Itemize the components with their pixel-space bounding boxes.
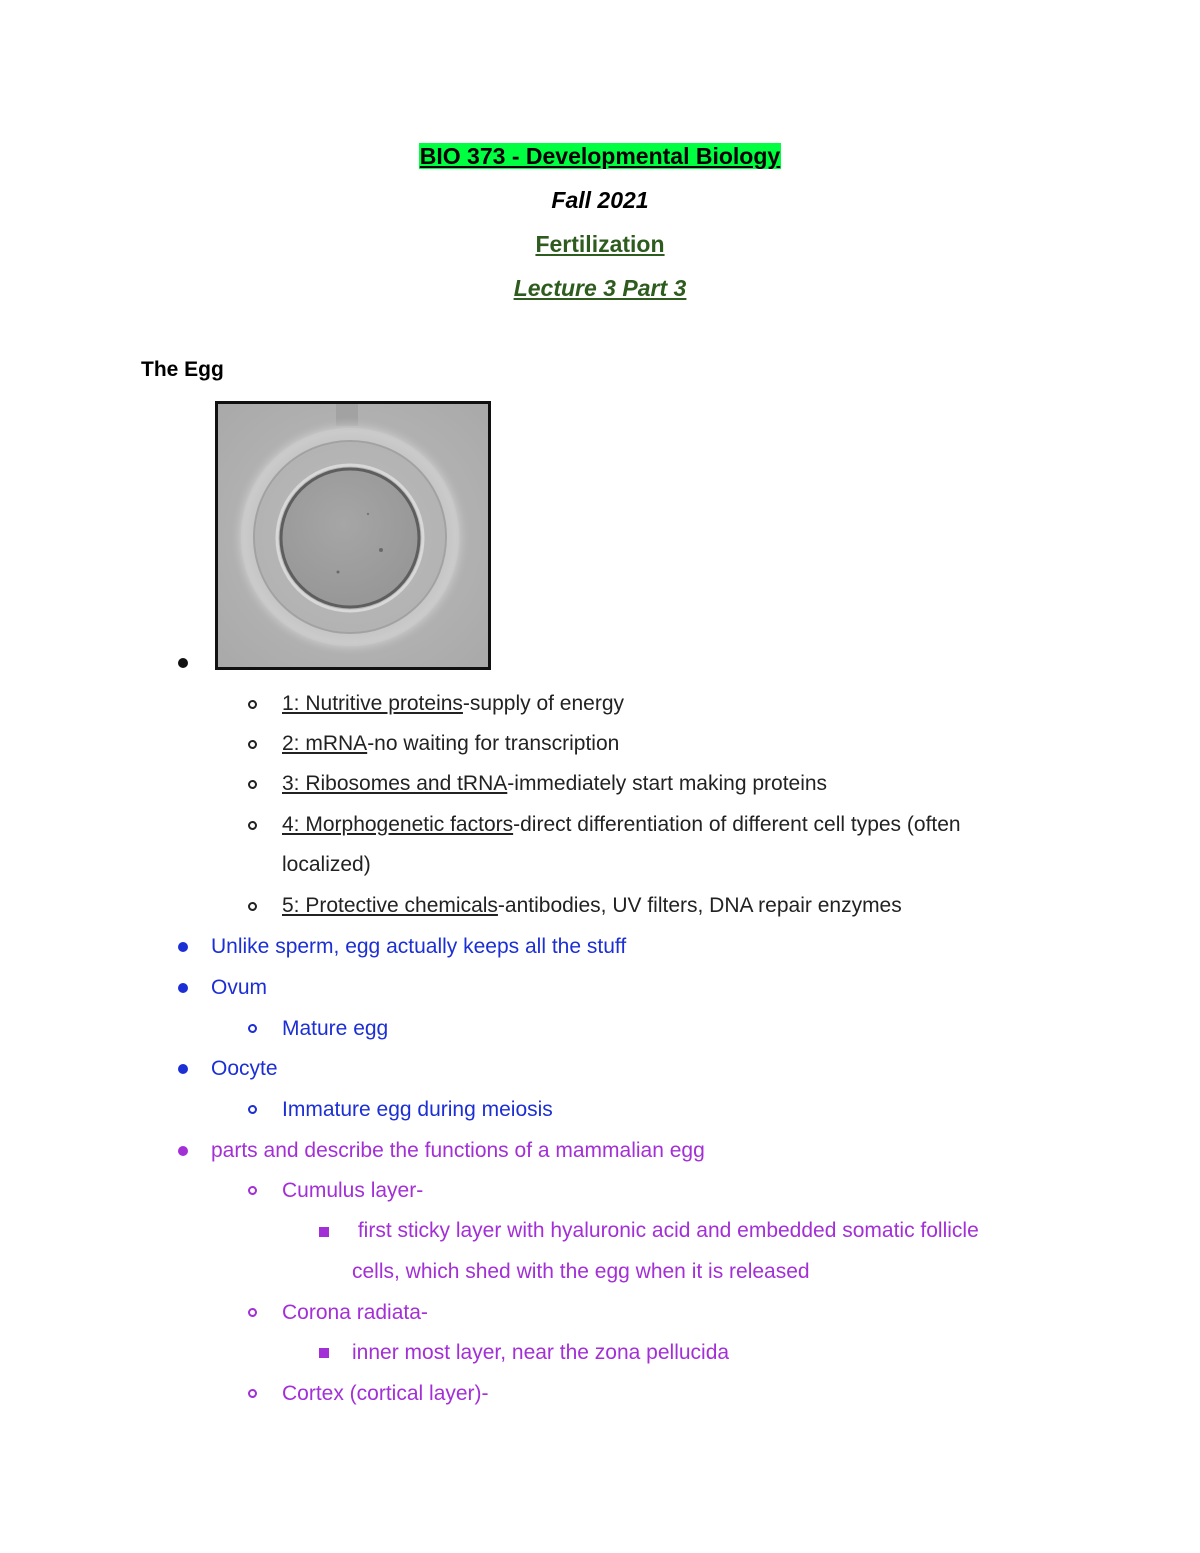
note-subsubitem: inner most layer, near the zona pellucida (352, 1341, 730, 1364)
list-item: 3: Ribosomes and tRNA-immediately start making proteins (282, 772, 828, 795)
bullet-circle-icon (248, 821, 257, 830)
bullet-dot-icon (178, 1064, 188, 1074)
list-item-continuation: localized) (282, 853, 371, 876)
bullet-square-icon (319, 1227, 329, 1237)
egg-illustration (218, 404, 488, 667)
topic-title: Fertilization (535, 231, 665, 257)
note-item: Unlike sperm, egg actually keeps all the stuff (211, 935, 627, 958)
note-subitem: Corona radiata- (282, 1301, 428, 1324)
bullet-circle-icon (248, 1024, 257, 1033)
bullet-circle-icon (248, 1105, 257, 1114)
bullet-square-icon (319, 1348, 329, 1358)
list-item: 5: Protective chemicals-antibodies, UV filters, DNA repair enzymes (282, 894, 902, 917)
note-item: parts and describe the functions of a mammalian egg (211, 1139, 705, 1162)
list-item: 1: Nutritive proteins-supply of energy (282, 692, 625, 715)
bullet-dot-icon (178, 658, 188, 668)
note-subsubitem: first sticky layer with hyaluronic acid and embedded somatic follicle (352, 1219, 979, 1242)
bullet-circle-icon (248, 780, 257, 789)
lecture-title: Lecture 3 Part 3 (513, 275, 687, 301)
bullet-circle-icon (248, 1308, 257, 1317)
course-title: BIO 373 - Developmental Biology (419, 143, 781, 169)
bullet-circle-icon (248, 700, 257, 709)
list-item: 2: mRNA-no waiting for transcription (282, 732, 620, 755)
term-label: Fall 2021 (551, 187, 649, 213)
bullet-circle-icon (248, 740, 257, 749)
note-subitem: Cumulus layer- (282, 1179, 424, 1202)
note-subitem: Immature egg during meiosis (282, 1098, 553, 1121)
note-subsubitem-continuation: cells, which shed with the egg when it is released (352, 1260, 810, 1283)
note-subitem: Mature egg (282, 1017, 389, 1040)
bullet-circle-icon (248, 1186, 257, 1195)
egg-micrograph-image (215, 401, 491, 670)
note-item: Ovum (211, 976, 268, 999)
bullet-dot-icon (178, 1146, 188, 1156)
note-subitem: Cortex (cortical layer)- (282, 1382, 489, 1405)
bullet-dot-icon (178, 942, 188, 952)
bullet-dot-icon (178, 983, 188, 993)
note-item: Oocyte (211, 1057, 278, 1080)
list-item: 4: Morphogenetic factors-direct differentiation of different cell types (often (282, 813, 961, 836)
bullet-circle-icon (248, 1389, 257, 1398)
bullet-circle-icon (248, 902, 257, 911)
section-heading: The Egg (141, 358, 224, 381)
